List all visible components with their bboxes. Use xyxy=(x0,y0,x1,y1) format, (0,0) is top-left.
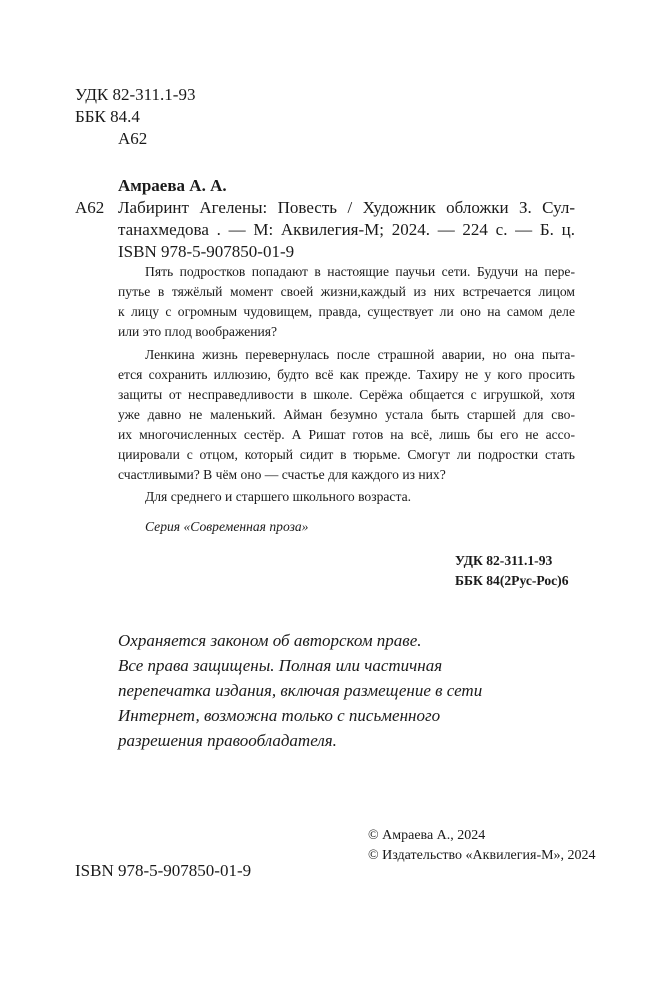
notice-line: разрешения правообладателя. xyxy=(118,731,337,750)
annotation-line: путье в тяжёлый момент своей жизни,каждый из них встречается лицом xyxy=(118,284,575,299)
notice-line: Все права защищены. Полная или частичная xyxy=(118,656,443,675)
copyright-author: © Амраева А., 2024 xyxy=(368,828,486,843)
bbk-code: ББК 84.4 xyxy=(75,107,140,126)
title-line-1: Лабиринт Агелены: Повесть / Художник обложки З. Сул- xyxy=(118,198,575,217)
annotation-line: уже давно не маленький. Айман безумно устала быть старшей для сво- xyxy=(118,407,575,422)
author-mark: А62 xyxy=(118,129,148,148)
annotation-line: или это плод воображения? xyxy=(118,324,278,339)
annotation-line: счастливыми? В чём оно — счастье для каждого из них? xyxy=(118,467,446,482)
notice-line: Интернет, возможна только с письменного xyxy=(118,706,441,725)
annotation-line: защиты от несправедливости в школе. Серёжа общается с игрушкой, хотя xyxy=(118,387,575,402)
annotation-line: ется сохранить иллюзию, будто всё как прежде. Тахиру не у кого просить xyxy=(118,367,575,382)
record-mark: А62 xyxy=(75,198,105,217)
udk-code-bottom: УДК 82-311.1-93 xyxy=(455,553,553,568)
annotation-line: к лицу с огромным чудовищем, правда, существует ли оно на самом деле xyxy=(118,304,575,319)
title-line-2: танахмедова . — М: Аквилегия-М; 2024. — 224 с. — Б. ц. xyxy=(118,220,575,239)
author-name: Амраева А. А. xyxy=(118,176,227,195)
notice-line: Охраняется законом об авторском праве. xyxy=(118,631,422,650)
annotation-line: Пять подростков попадают в настоящие паучьи сети. Будучи на пере- xyxy=(145,264,575,279)
series-name: Серия «Современная проза» xyxy=(145,519,309,534)
udk-code: УДК 82-311.1-93 xyxy=(75,85,196,104)
copyright-publisher: © Издательство «Аквилегия-М», 2024 xyxy=(368,848,596,863)
annotation-line: Ленкина жизнь перевернулась после страшной аварии, но она пыта- xyxy=(145,347,575,362)
annotation-line: циировали с отцом, который сидит в тюрьме. Смогут ли подростки стать xyxy=(118,447,575,462)
bbk-code-bottom: ББК 84(2Рус-Рос)6 xyxy=(455,573,569,588)
notice-line: перепечатка издания, включая размещение в сети xyxy=(118,681,483,700)
annotation-line: их многочисленных сестёр. А Ришат готов на всё, лишь бы его не ассо- xyxy=(118,427,575,442)
record-isbn: ISBN 978-5-907850-01-9 xyxy=(118,242,295,261)
footer-isbn: ISBN 978-5-907850-01-9 xyxy=(75,861,252,880)
audience-note: Для среднего и старшего школьного возраста. xyxy=(145,489,412,504)
